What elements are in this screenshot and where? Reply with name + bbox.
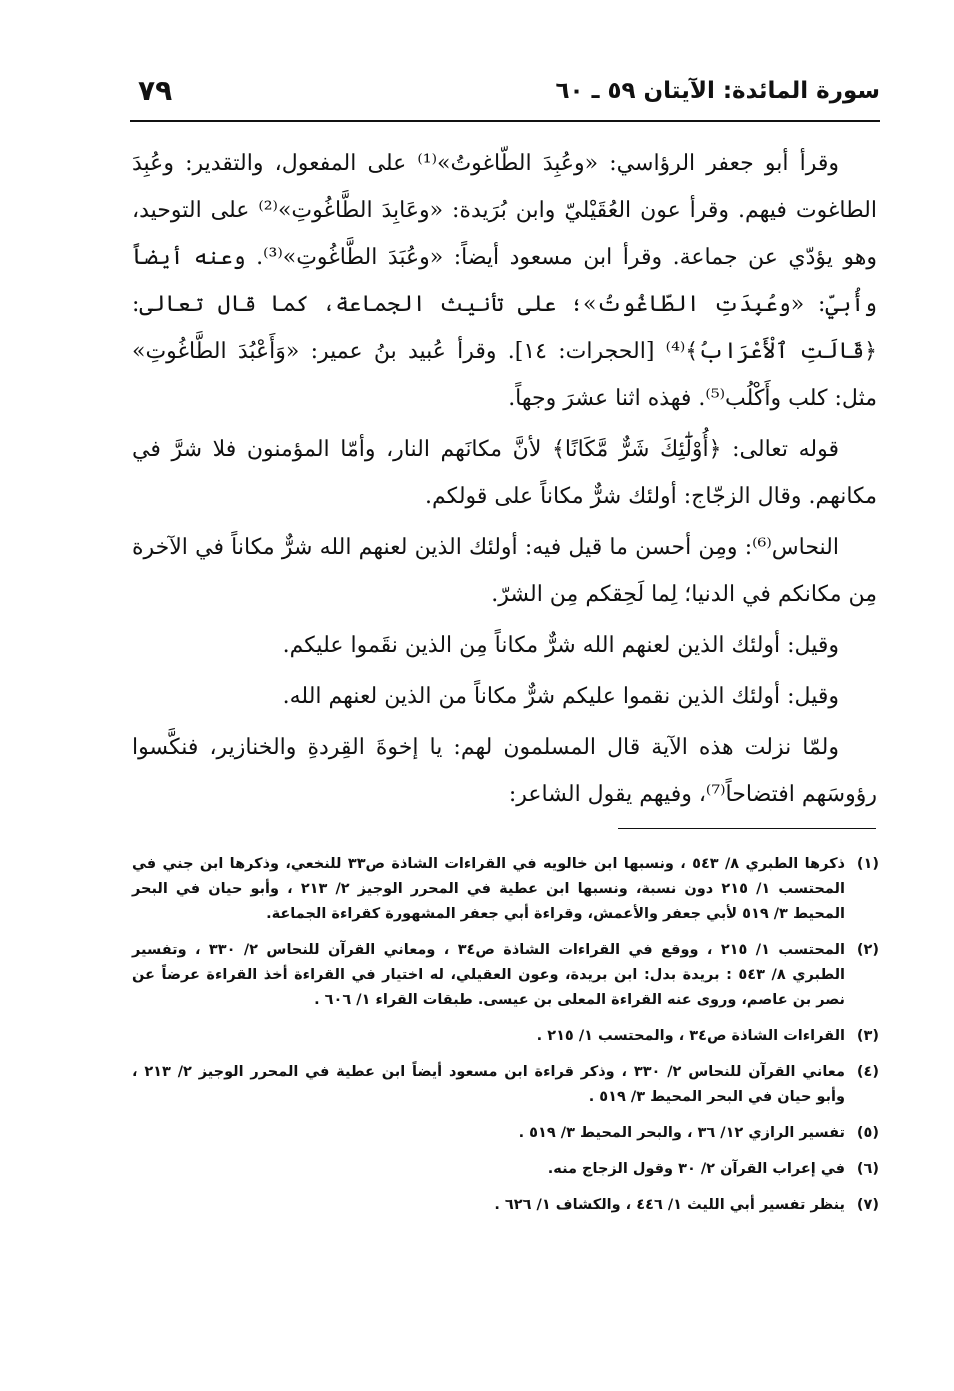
footnote bbox=[132, 1157, 879, 1182]
footnote-text: ينظر تفسير أبي الليث ١/ ٤٤٦ ، والكشاف ١/ ٦٢٦ . bbox=[494, 1197, 845, 1213]
paragraph: النحاس⁽⁶⁾: ومِن أحسن ما قيل فيه: أولئك الذين لعنهم الله شرٌّ مكاناً في الآخرة مِن مكانكم في الدنيا؛ لِما لَحِقكم مِن الشرّ. bbox=[132, 535, 877, 607]
footnote bbox=[132, 938, 879, 1013]
footnote-number: (٥) bbox=[856, 1125, 879, 1141]
paragraph: وقيل: أولئك الذين لعنهم الله شرٌّ مكاناً مِن الذين نقَموا عليكم. bbox=[282, 633, 839, 658]
footnote-text: ذكرها الطبري ٨/ ٥٤٣ ، ونسبها ابن خالويه في القراءات الشاذة ص٣٣ للنخعي، وذكرها ابن جني في المحتسب ١/ ٢١٥ دون نسبة، ونسبها ابن عطية في المحرر الوجيز ٢/ ٢١٣ ، وأبو حيان في البحر المحيط ٣/ ٥١٩ لأبي جعفر والأعمش، وقراءة أبي جعفر المشهورة كقراءة الجماعة. bbox=[132, 856, 845, 922]
footnote bbox=[132, 1060, 879, 1110]
paragraph: قوله تعالى: ﴿أُوْلَٰٓئِكَ شَرٌّ مَّكَانًا﴾ لأنَّ مكانَهم النار، وأمّا المؤمنون فلا شرَّ في مكانهم. وقال الزجّاج: أولئك شرٌّ مكاناً على قولكم. bbox=[132, 437, 877, 509]
footnote-number: (٦) bbox=[856, 1161, 879, 1177]
footnote bbox=[132, 1024, 879, 1049]
footnote-text: تفسير الرازي ١٢/ ٣٦ ، والبحر المحيط ٣/ ٥١٩ . bbox=[518, 1125, 845, 1141]
page-header bbox=[130, 72, 880, 122]
footnote-number: (١) bbox=[856, 856, 879, 872]
footnote bbox=[132, 1121, 879, 1146]
paragraph: وقيل: أولئك الذين نقموا عليكم شرٌّ مكاناً من الذين لعنهم الله. bbox=[282, 684, 839, 709]
footnote-number: (٧) bbox=[856, 1197, 879, 1213]
paragraph: ولمّا نزلت هذه الآية قال المسلمون لهم: يا إخوةَ القِردةِ والخنازير، فنكَّسوا رؤوسَهم افتضاحاً⁽⁷⁾، وفيهم يقول الشاعر: bbox=[132, 735, 877, 807]
footnote-number: (٣) bbox=[856, 1028, 879, 1044]
footnote bbox=[132, 1193, 879, 1218]
footnotes bbox=[132, 852, 879, 1229]
footnote-text: المحتسب ١/ ٢١٥ ، ووقع في القراءات الشاذة ص٣٤ ، ومعاني القرآن للنحاس ٢/ ٣٣٠ ، وتفسير الطبري ٨/ ٥٤٣ : بريدة بدل: ابن بريدة، وعون العقيلي، له اختيار في القراءة أخذ القراءة عرضاً عن نصر بن عاصم، وروى عنه القراءة المعلى بن عيسى. طبقات القراء ١/ ٦٠٦ . bbox=[132, 942, 845, 1008]
footnote-text: القراءات الشاذة ص٣٤ ، والمحتسب ١/ ٢١٥ . bbox=[536, 1028, 845, 1044]
footnote-text: معاني القرآن للنحاس ٢/ ٣٣٠ ، وذكر قراءة ابن مسعود أيضاً ابن عطية في المحرر الوجيز ٢/ ٢١٣ ، وأبو حيان في البحر المحيط ٣/ ٥١٩ . bbox=[132, 1064, 845, 1105]
main-text bbox=[132, 140, 877, 822]
paragraph: وقرأ أبو جعفر الرؤاسي: «وعُبِدَ الطّاغوتُ»⁽¹⁾ على المفعول، والتقدير: وعُبِدَ الطاغوت فيهم. وقرأ عون العُقَيْليّ وابن بُرَيدة: «وعَابِدَ الطَّاغُوتِ»⁽²⁾ على التوحيد، وهو يؤدّي عن جماعة. وقرأ ابن مسعود أيضاً: «وعُبَدَ الطَّاغُوتِ»⁽³⁾. وعنه أيضاً وأُبيّ: «وعُبِدَتِ الطّاغُوتُ»؛ على تأنيث الجماعة، كما قال تعالى: ﴿قَالَتِ ٱلْأَعْرَابُ﴾⁽⁴⁾ [الحجرات: ١٤]. وقرأ عُبيد بنُ عمير: «وَأَعْبُدَ الطَّاغُوتِ» مثل: كلب وأَكْلُب⁽⁵⁾. فهذه اثنا عشرَ وجهاً. bbox=[132, 151, 877, 411]
running-title: سورة المائدة: الآيتان ٥٩ ـ ٦٠ bbox=[555, 78, 880, 104]
page-number: ٧٩ bbox=[138, 74, 173, 107]
footnote-text: في إعراب القرآن ٢/ ٣٠ وقول الزجاج منه. bbox=[547, 1161, 845, 1177]
footnote bbox=[132, 852, 879, 927]
footnote-number: (٤) bbox=[856, 1064, 879, 1080]
footnote-separator bbox=[618, 828, 876, 829]
footnote-number: (٢) bbox=[856, 942, 879, 958]
